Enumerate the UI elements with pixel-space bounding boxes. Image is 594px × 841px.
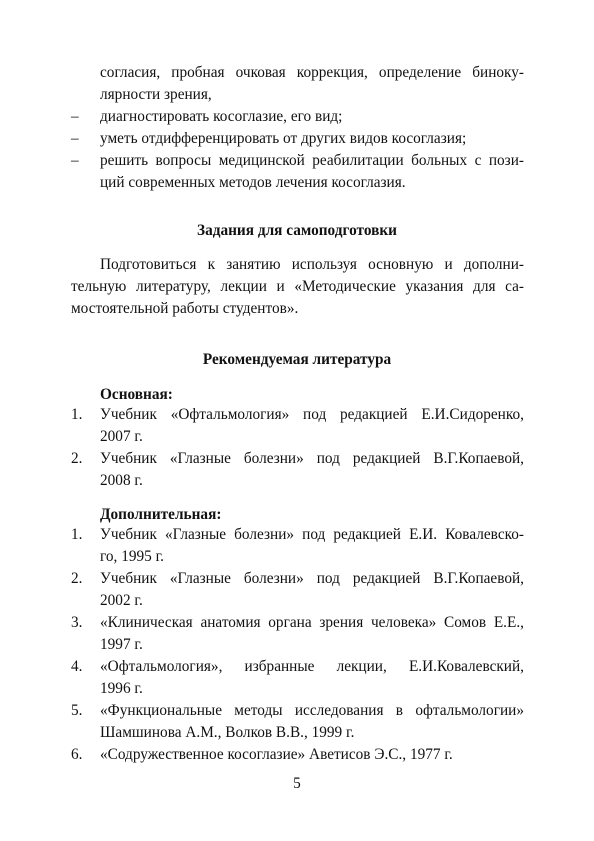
bullet-item: диагностировать косоглазие, его вид; [100,108,343,125]
list-number: 1. [71,406,83,423]
literature-item-continuation: 2007 г. [100,428,143,445]
literature-item-continuation: Шамшинова А.М., Волков В.В., 1999 г. [100,724,355,741]
bullet-marker: – [71,152,79,169]
literature-item-continuation: 2008 г. [100,472,143,489]
literature-item-continuation: го, 1995 г. [100,548,164,565]
bullet-item: уметь отдифференцировать от других видов косоглазия; [100,130,467,147]
literature-item: Учебник «Глазные болезни» под редакцией В.Г.Копаевой, [100,570,524,587]
literature-heading: Рекомендуемая литература [202,351,392,368]
literature-item: «Содружественное косоглазие» Аветисов Э.С., 1977 г. [100,746,453,763]
list-number: 1. [71,526,83,543]
list-number: 2. [71,450,83,467]
additional-literature-title: Дополнительная: [100,506,222,523]
self-study-line: мостоятельной работы студентов». [71,300,299,317]
literature-item: Учебник «Глазные болезни» под редакцией Е.И. Ковалевско- [100,526,524,543]
literature-item: Учебник «Офтальмология» под редакцией Е.И.Сидоренко, [100,406,524,423]
bullet-item: решить вопросы медицинской реабилитации больных с пози- [100,152,524,169]
literature-item-continuation: 2002 г. [100,592,143,609]
self-study-line: Подготовиться к занятию используя основную и дополни- [100,256,524,273]
literature-item: Учебник «Глазные болезни» под редакцией В.Г.Копаевой, [100,450,524,467]
page-number: 5 [293,775,301,792]
main-literature-title: Основная: [100,386,173,403]
bullet-item-continuation: ций современных методов лечения косоглазия. [100,174,406,191]
list-number: 6. [71,746,83,763]
bullet-marker: – [71,130,79,147]
self-study-line: тельную литературу, лекции и «Методические указания для са- [71,278,524,295]
literature-item-continuation: 1996 г. [100,680,143,697]
literature-item: «Офтальмология», избранные лекции, Е.И.Ковалевский, [100,658,524,675]
list-number: 2. [71,570,83,587]
paragraph-line: согласия, пробная очковая коррекция, определение биноку- [100,64,524,81]
literature-item-continuation: 1997 г. [100,636,143,653]
list-number: 5. [71,702,83,719]
list-number: 4. [71,658,83,675]
self-study-heading: Задания для самоподготовки [197,222,397,239]
paragraph-line: лярности зрения, [100,86,212,103]
literature-item: «Функциональные методы исследования в офтальмологии» [100,702,524,719]
literature-item: «Клиническая анатомия органа зрения человека» Сомов Е.Е., [100,614,524,631]
list-number: 3. [71,614,83,631]
bullet-marker: – [71,108,79,125]
